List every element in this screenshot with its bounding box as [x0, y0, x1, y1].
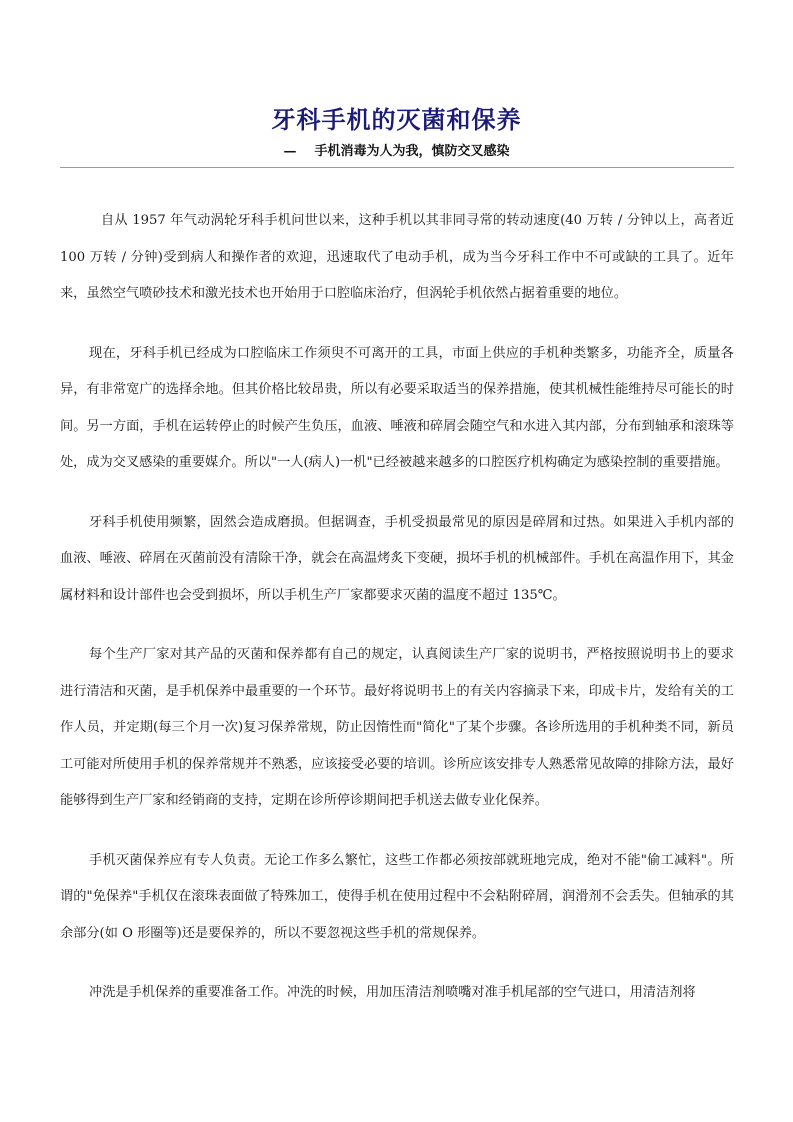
paragraph-1: 自从 1957 年气动涡轮牙科手机问世以来，这种手机以其非同寻常的转动速度(40 万转 / 分钟以上，高者近 100 万转 / 分钟)受到病人和操作者的欢迎，迅速取代了电动手机，成为当今牙科工作中不可或缺的工具了。近年来，虽然空气喷砂技术和激光技术也开始用于口腔临床治疗，但涡轮手机依然占据着重要的地位。	[60, 213, 734, 301]
paragraph-5: 手机灭菌保养应有专人负责。无论工作多么繁忙，这些工作都必须按部就班地完成，绝对不能"偷工减料"。所谓的"免保养"手机仅在滚珠表面做了特殊加工，使得手机在使用过程中不会粘附碎屑，润滑剂不会丢失。但轴承的其余部分(如 O 形圈等)还是要保养的，所以不要忽视这些手机的常规保养。	[60, 852, 734, 941]
title-divider	[60, 167, 734, 168]
paragraph-4: 每个生产厂家对其产品的灭菌和保养都有自己的规定，认真阅读生产厂家的说明书，严格按照说明书上的要求进行清洁和灭菌，是手机保养中最重要的一个环节。最好将说明书上的有关内容摘录下来，印成卡片，发给有关的工作人员，并定期(每三个月一次)复习保养常规，防止因惰性而"简化"了某个步骤。各诊所选用的手机种类不同，新员工可能对所使用手机的保养常规并不熟悉，应该接受必要的培训。诊所应该安排专人熟悉常见故障的排除方法，最好能够得到生产厂家和经销商的支持，定期在诊所停诊期间把手机送去做专业化保养。	[60, 647, 734, 808]
subtitle-text: 手机消毒为人为我，慎防交叉感染	[314, 144, 510, 159]
document-subtitle	[0, 140, 793, 159]
paragraph-2: 现在，牙科手机已经成为口腔临床工作须臾不可离开的工具，市面上供应的手机种类繁多，功能齐全，质量各异，有非常宽广的选择余地。但其价格比较昂贵，所以有必要采取适当的保养措施，使其机械性能维持尽可能长的时间。另一方面，手机在运转停止的时候产生负压，血液、唾液和碎屑会随空气和水进入其内部，分布到轴承和滚珠等处，成为交叉感染的重要媒介。所以"一人(病人)一机"已经被越来越多的口腔医疗机构确定为感染控制的重要措施。	[60, 345, 734, 470]
subtitle-dash: —	[283, 144, 297, 159]
document-body	[60, 203, 734, 1012]
paragraph-3: 牙科手机使用频繁，固然会造成磨损。但据调查，手机受损最常见的原因是碎屑和过热。如果进入手机内部的血液、唾液、碎屑在灭菌前没有清除干净，就会在高温烤炙下变硬，损坏手机的机械部件。手机在高温作用下，其金属材料和设计部件也会受到损坏，所以手机生产厂家都要求灭菌的温度不超过 135℃。	[60, 514, 734, 603]
paragraph-6: 冲洗是手机保养的重要准备工作。冲洗的时候，用加压清洁剂喷嘴对准手机尾部的空气进口，用清洁剂将	[89, 985, 696, 1000]
document-title: 牙科手机的灭菌和保养	[271, 105, 522, 134]
